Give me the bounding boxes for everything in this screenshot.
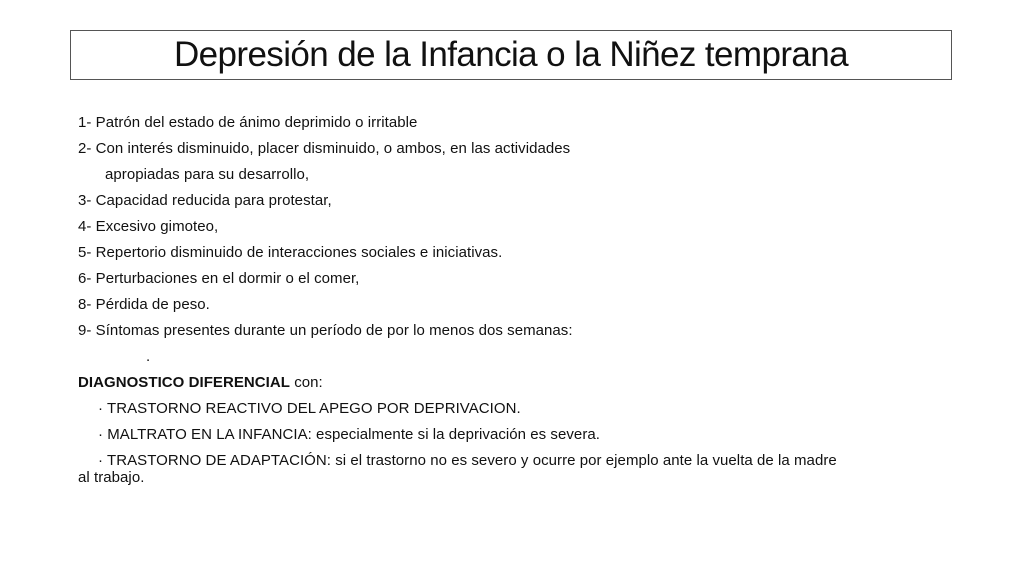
criterion-8: 8- Pérdida de peso.: [78, 296, 210, 313]
differential-item-3: [78, 448, 958, 486]
differential-item-3-first: · TRASTORNO DE ADAPTACIÓN: si el trastorno no es severo y ocurre por ejemplo ante la vuelta de la madre: [98, 452, 837, 469]
differential-item-2: · MALTRATO EN LA INFANCIA: especialmente si la deprivación es severa.: [98, 426, 600, 443]
differential-diagnosis-label: DIAGNOSTICO DIFERENCIAL: [78, 374, 290, 391]
differential-diagnosis-heading: [78, 370, 958, 396]
criterion-2-continuation: apropiadas para su desarrollo,: [105, 166, 310, 183]
dot-marker: .: [146, 348, 151, 365]
slide-title: Depresión de la Infancia o la Niñez temprana: [173, 35, 848, 74]
differential-item-1: · TRASTORNO REACTIVO DEL APEGO POR DEPRIVACION.: [98, 400, 521, 417]
differential-item-3-second: al trabajo.: [78, 469, 145, 486]
criterion-2: 2- Con interés disminuido, placer disminuido, o ambos, en las actividades: [78, 140, 571, 157]
criterion-1: 1- Patrón del estado de ánimo deprimido o irritable: [78, 114, 418, 131]
criterion-6: 6- Perturbaciones en el dormir o el comer,: [78, 270, 360, 287]
criterion-9: 9- Síntomas presentes durante un período de por lo menos dos semanas:: [78, 322, 573, 339]
slide-body: [78, 110, 958, 486]
differential-diagnosis-suffix: con:: [290, 374, 323, 391]
title-box: [70, 30, 952, 80]
criterion-5: 5- Repertorio disminuido de interacciones sociales e iniciativas.: [78, 244, 503, 261]
criterion-3: 3- Capacidad reducida para protestar,: [78, 192, 332, 209]
criterion-4: 4- Excesivo gimoteo,: [78, 218, 219, 235]
